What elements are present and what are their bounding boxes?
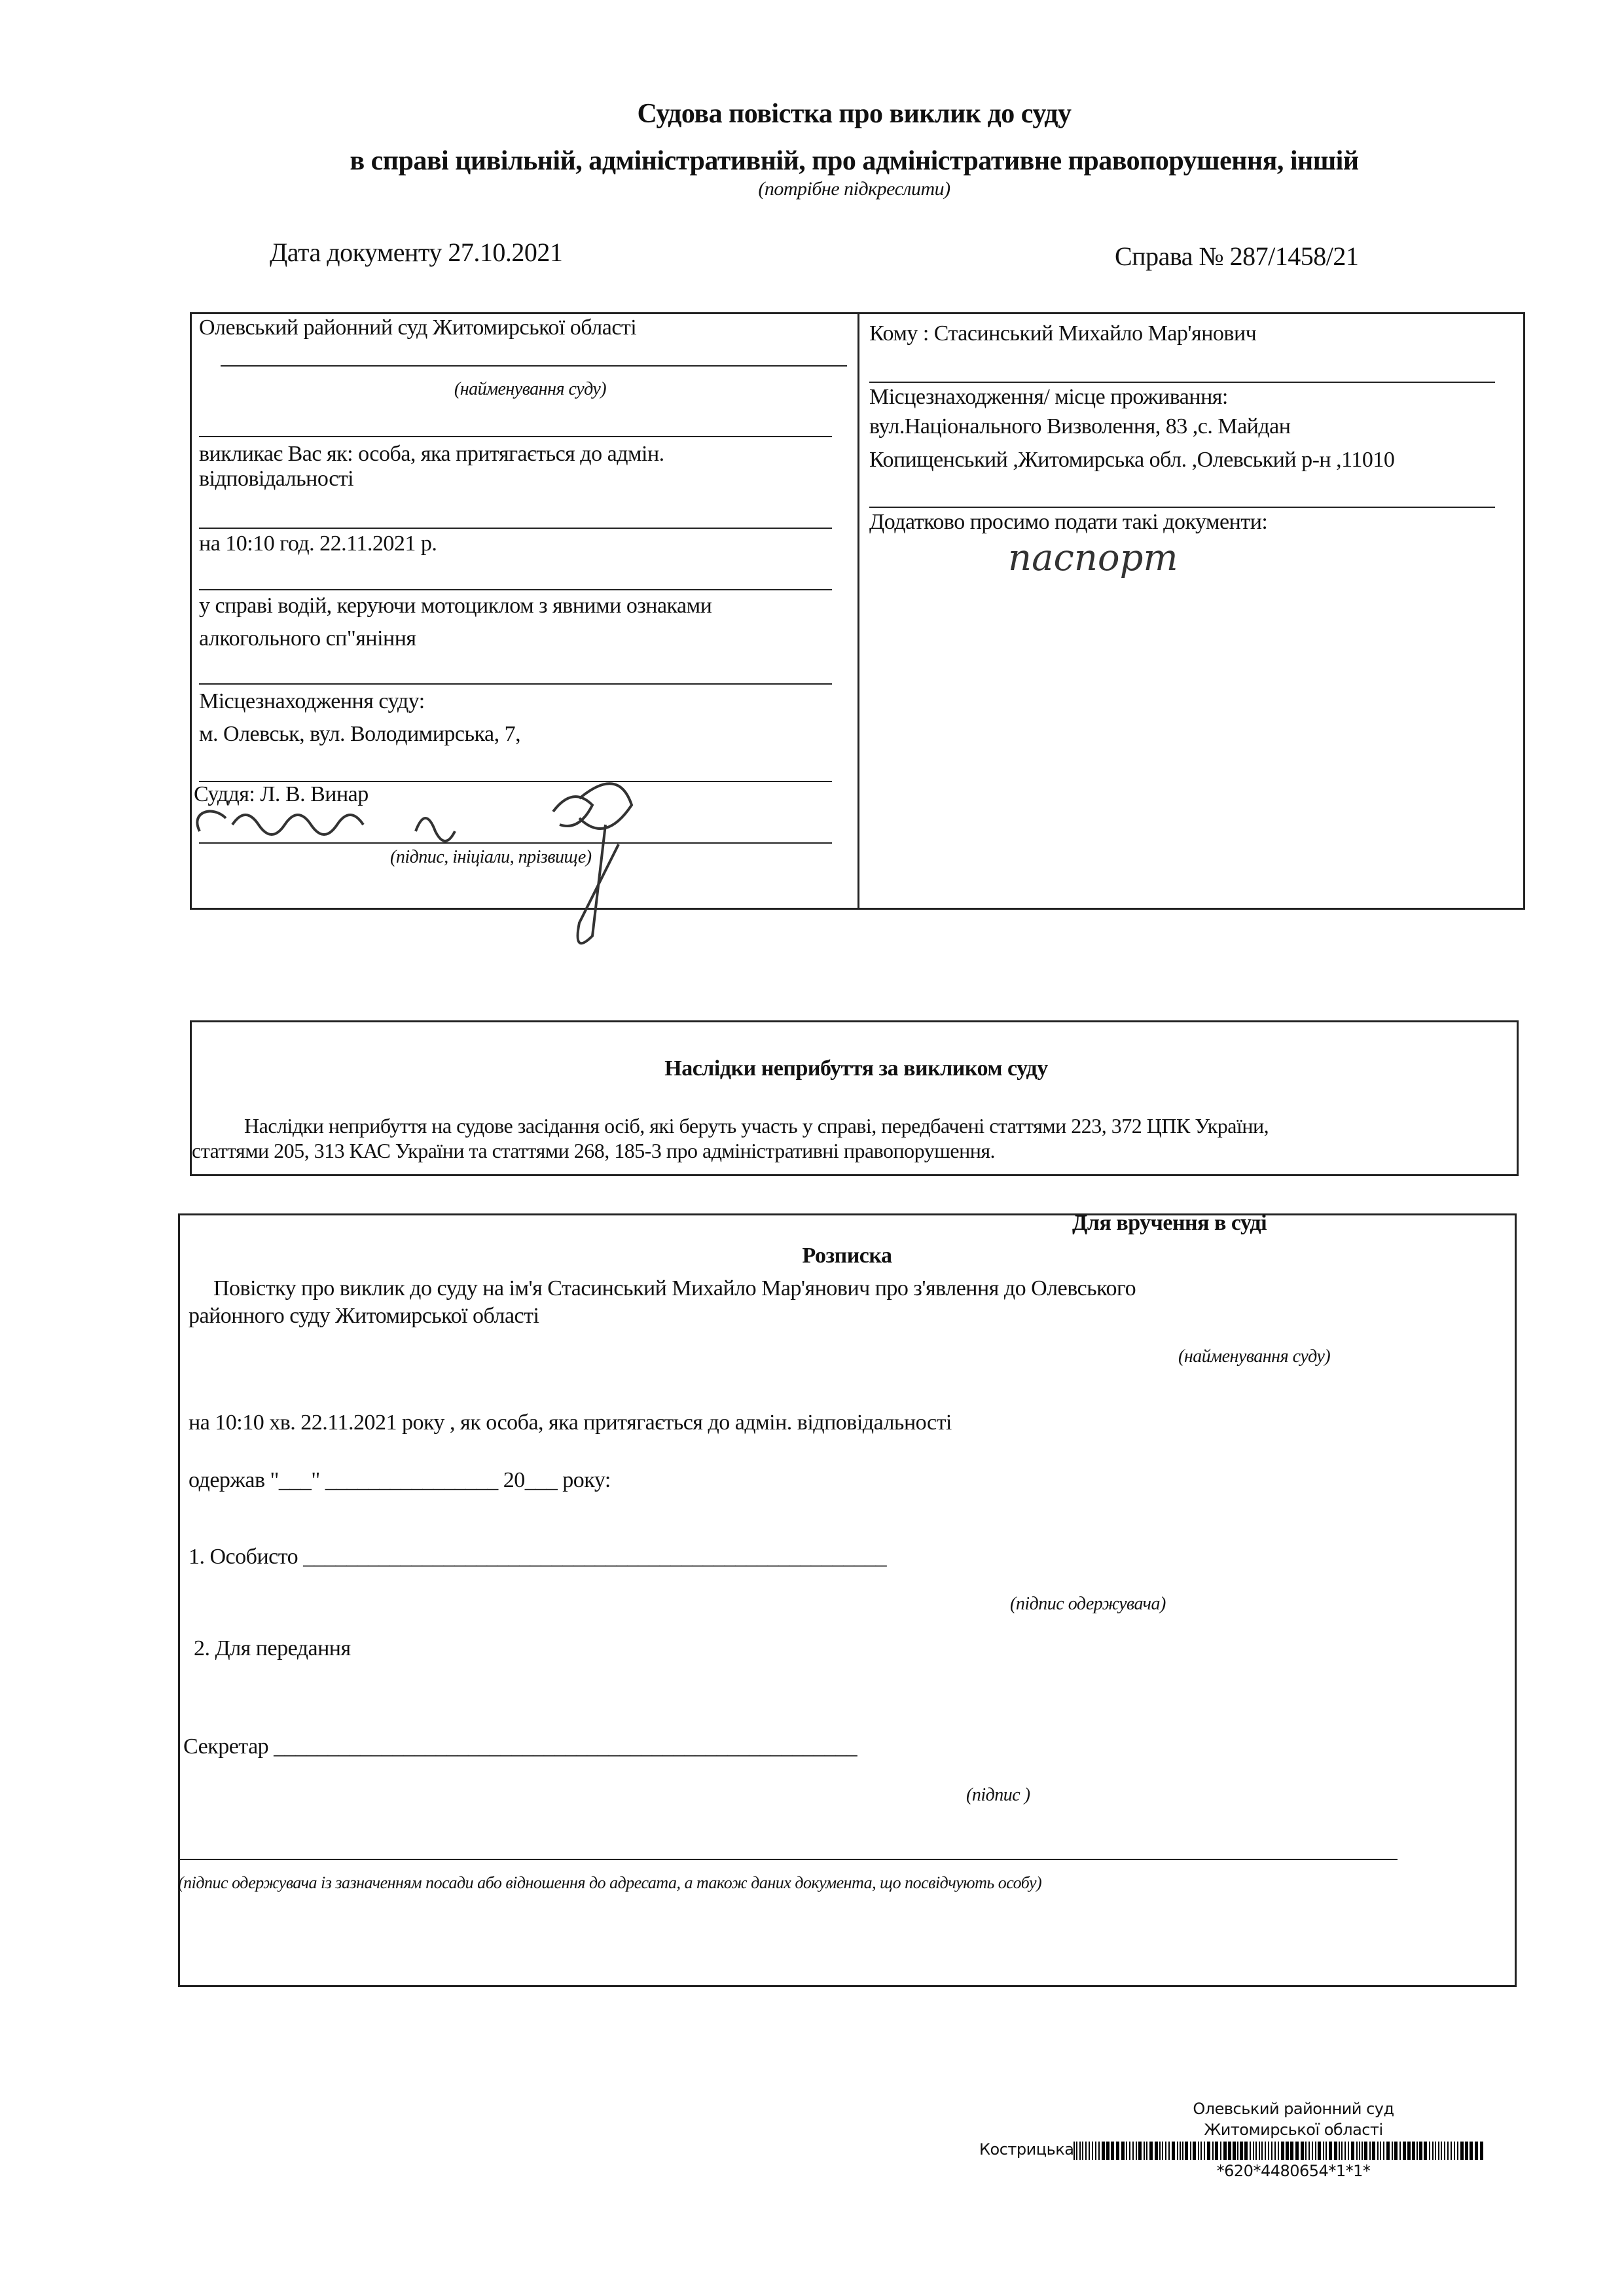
divider — [221, 365, 847, 367]
barcode-bar — [1278, 2142, 1279, 2160]
barcode-bar — [1271, 2142, 1272, 2160]
barcode-bar — [1168, 2142, 1170, 2160]
barcode-bar — [1085, 2142, 1087, 2160]
barcode-bar — [1265, 2142, 1266, 2160]
secretary-signature-caption: (підпис ) — [966, 1785, 1030, 1805]
barcode-bar — [1228, 2142, 1231, 2160]
barcode-bar — [1356, 2142, 1358, 2160]
summons-role-cont: відповідальності — [199, 467, 354, 491]
barcode-bar — [1386, 2142, 1390, 2160]
barcode-bar — [1444, 2142, 1445, 2160]
barcode-bar — [1250, 2142, 1251, 2160]
barcode-bar — [1475, 2142, 1478, 2160]
receipt-title: Розписка — [802, 1244, 892, 1268]
receipt-text: Повістку про виклик до суду на ім'я Стасинський Михайло Мар'янович про з'явлення до Олевського — [213, 1276, 1136, 1300]
document-date: Дата документу 27.10.2021 — [270, 238, 563, 267]
barcode-bar — [1136, 2142, 1137, 2160]
barcode-bar — [1315, 2142, 1316, 2160]
barcode-bar — [1429, 2142, 1430, 2160]
barcode — [1074, 2142, 1512, 2160]
barcode-bar — [1079, 2142, 1081, 2160]
barcode-bar — [1286, 2142, 1289, 2160]
barcode-bar — [1339, 2142, 1340, 2160]
divider — [869, 507, 1495, 508]
barcode-bar — [1447, 2142, 1449, 2160]
barcode-bar — [1193, 2142, 1196, 2160]
barcode-bar — [1480, 2142, 1483, 2160]
barcode-bar — [1149, 2142, 1153, 2160]
recipient: Кому : Стасинський Михайло Мар'янович — [869, 321, 1257, 346]
barcode-bar — [1394, 2142, 1398, 2160]
barcode-bar — [1344, 2142, 1346, 2160]
case-description: у справі водій, керуючи мотоциклом з явними ознаками — [199, 594, 712, 618]
barcode-bar — [1261, 2142, 1263, 2160]
barcode-bar — [1074, 2142, 1075, 2160]
consequences-text-cont: статтями 205, 313 КАС України та статтями 268, 185-3 про адміністративні правопорушення. — [192, 1139, 996, 1162]
received-date-field: одержав "___" ________________ 20___ року: — [189, 1468, 611, 1492]
handwritten-signature — [187, 772, 776, 956]
barcode-bar — [1095, 2142, 1096, 2160]
barcode-bar — [1290, 2142, 1293, 2160]
barcode-bar — [1126, 2142, 1127, 2160]
barcode-bar — [1312, 2142, 1313, 2160]
divider — [199, 589, 832, 590]
barcode-bar — [1172, 2142, 1175, 2160]
barcode-bar — [1380, 2142, 1381, 2160]
barcode-bar — [1259, 2142, 1260, 2160]
stamp-region: Житомирської області — [1204, 2121, 1383, 2139]
barcode-bar — [1155, 2142, 1158, 2160]
barcode-bar — [1419, 2142, 1422, 2160]
barcode-bar — [1146, 2142, 1147, 2160]
divider — [199, 528, 832, 529]
hearing-time: на 10:10 год. 22.11.2021 р. — [199, 531, 437, 556]
barcode-bar — [1348, 2142, 1349, 2160]
barcode-bar — [1470, 2142, 1473, 2160]
handwritten-documents: паспорт — [1008, 537, 1178, 579]
barcode-bar — [1451, 2142, 1452, 2160]
barcode-bar — [1116, 2142, 1119, 2160]
court-caption: (найменування суду) — [454, 379, 607, 399]
barcode-bar — [1215, 2142, 1218, 2160]
barcode-bar — [1102, 2142, 1105, 2160]
recipient-signature-caption: (підпис одержувача) — [1010, 1594, 1166, 1614]
barcode-bar — [1190, 2142, 1191, 2160]
barcode-bar — [1111, 2142, 1114, 2160]
barcode-bar — [1281, 2142, 1284, 2160]
barcode-bar — [1177, 2142, 1178, 2160]
barcode-bar — [1399, 2142, 1401, 2160]
barcode-bar — [1162, 2142, 1163, 2160]
barcode-bar — [1359, 2142, 1360, 2160]
barcode-bar — [1121, 2142, 1125, 2160]
personal-signature-field: 1. Особисто ______________________________________________________ — [189, 1545, 887, 1569]
barcode-bar — [1132, 2142, 1134, 2160]
barcode-bar — [1438, 2142, 1439, 2160]
barcode-bar — [1082, 2142, 1083, 2160]
barcode-bar — [1362, 2142, 1363, 2160]
for-court-label: Для вручення в суді — [1072, 1211, 1267, 1235]
barcode-bar — [1301, 2142, 1304, 2160]
barcode-bar — [1305, 2142, 1307, 2160]
barcode-bar — [1454, 2142, 1455, 2160]
summons-role: викликає Вас як: особа, яка притягається до адмін. — [199, 442, 664, 466]
barcode-bar — [1392, 2142, 1393, 2160]
barcode-bar — [1233, 2142, 1236, 2160]
barcode-bar — [1457, 2142, 1458, 2160]
barcode-bar — [1244, 2142, 1248, 2160]
barcode-bar — [1200, 2142, 1202, 2160]
signature-line — [178, 1859, 1398, 1860]
barcode-bar — [1185, 2142, 1188, 2160]
barcode-bar — [1403, 2142, 1406, 2160]
address-label: Місцезнаходження/ місце проживання: — [869, 385, 1228, 409]
signature-caption: (підпис, ініціали, прізвище) — [390, 847, 592, 867]
receipt-box — [178, 1213, 1517, 1987]
barcode-bar — [1274, 2142, 1276, 2160]
subtitle-case-types: в справі цивільній, адміністративній, про адміністративне правопорушення, іншій — [350, 146, 1359, 176]
barcode-bar — [1180, 2142, 1181, 2160]
barcode-bar — [1138, 2142, 1142, 2160]
barcode-bar — [1098, 2142, 1100, 2160]
bottom-caption: (підпис одержувача із зазначенням посади або відношення до адресата, а також даних документа, що посвідчують особу) — [178, 1873, 1042, 1892]
barcode-bar — [1412, 2142, 1415, 2160]
barcode-bar — [1372, 2142, 1375, 2160]
secretary-signature-field: Секретар ______________________________________________________ — [183, 1734, 857, 1759]
court-caption: (найменування суду) — [1178, 1346, 1331, 1367]
case-number: Справа № 287/1458/21 — [1115, 242, 1359, 271]
consequences-text: Наслідки неприбуття на судове засідання осіб, які беруть участь у справі, передбачені статтями 223, 372 ЦПК України, — [244, 1114, 1269, 1138]
barcode-bar — [1441, 2142, 1442, 2160]
barcode-bar — [1268, 2142, 1269, 2160]
barcode-bar — [1295, 2142, 1299, 2160]
divider — [199, 683, 832, 685]
title: Судова повістка про виклик до суду — [637, 99, 1072, 129]
address-line2: Копищенський ,Житомирська обл. ,Олевський р-н ,11010 — [869, 448, 1395, 472]
barcode-bar — [1106, 2142, 1110, 2160]
receipt-text-cont: районного суду Житомирської області — [189, 1304, 539, 1328]
barcode-bar — [1351, 2142, 1354, 2160]
stamp-court: Олевський районний суд — [1193, 2100, 1394, 2118]
barcode-bar — [1159, 2142, 1161, 2160]
barcode-bar — [1182, 2142, 1183, 2160]
barcode-bar — [1323, 2142, 1324, 2160]
barcode-bar — [1223, 2142, 1227, 2160]
barcode-bar — [1369, 2142, 1371, 2160]
barcode-bar — [1237, 2142, 1238, 2160]
column-divider — [857, 312, 859, 910]
barcode-bar — [1326, 2142, 1327, 2160]
barcode-bar — [1432, 2142, 1434, 2160]
barcode-bar — [1460, 2142, 1464, 2160]
barcode-bar — [1334, 2142, 1337, 2160]
barcode-bar — [1424, 2142, 1427, 2160]
barcode-code: *620*4480654*1*1* — [1216, 2162, 1371, 2180]
barcode-bar — [1207, 2142, 1210, 2160]
barcode-bar — [1308, 2142, 1310, 2160]
barcode-bar — [1407, 2142, 1411, 2160]
barcode-bar — [1465, 2142, 1468, 2160]
barcode-bar — [1383, 2142, 1384, 2160]
clerk-name: Кострицька — [979, 2140, 1074, 2159]
barcode-bar — [1129, 2142, 1130, 2160]
barcode-bar — [1089, 2142, 1090, 2160]
court-location: м. Олевськ, вул. Володимирська, 7, — [199, 722, 521, 746]
court-name: Олевський районний суд Житомирської області — [199, 315, 637, 340]
barcode-bar — [1204, 2142, 1205, 2160]
divider — [199, 436, 832, 437]
barcode-bar — [1076, 2142, 1077, 2160]
consequences-box — [190, 1020, 1519, 1176]
receipt-time: на 10:10 хв. 22.11.2021 року , як особа, яка притягається до адмін. відповідальності — [189, 1410, 952, 1435]
barcode-bar — [1364, 2142, 1367, 2160]
barcode-bar — [1435, 2142, 1436, 2160]
documents-label: Додатково просимо подати такі документи: — [869, 510, 1268, 534]
divider — [869, 382, 1495, 383]
address-line1: вул.Національного Визволення, 83 ,с. Майдан — [869, 414, 1291, 439]
case-description-cont: алкогольного сп"яніння — [199, 626, 416, 651]
barcode-bar — [1416, 2142, 1418, 2160]
barcode-bar — [1220, 2142, 1221, 2160]
barcode-bar — [1329, 2142, 1332, 2160]
barcode-bar — [1253, 2142, 1254, 2160]
court-location-label: Місцезнаходження суду: — [199, 689, 425, 713]
transfer-label: 2. Для передання — [194, 1636, 351, 1660]
judge: Суддя: Л. В. Винар — [194, 782, 369, 806]
consequences-title: Наслідки неприбуття за викликом суду — [664, 1056, 1048, 1081]
barcode-bar — [1377, 2142, 1379, 2160]
barcode-bar — [1144, 2142, 1145, 2160]
barcode-bar — [1212, 2142, 1214, 2160]
underline-note: (потрібне підкреслити) — [758, 178, 950, 200]
barcode-bar — [1240, 2142, 1243, 2160]
barcode-bar — [1092, 2142, 1093, 2160]
barcode-bar — [1165, 2142, 1166, 2160]
barcode-bar — [1341, 2142, 1343, 2160]
barcode-bar — [1318, 2142, 1321, 2160]
barcode-bar — [1255, 2142, 1257, 2160]
barcode-bar — [1198, 2142, 1199, 2160]
